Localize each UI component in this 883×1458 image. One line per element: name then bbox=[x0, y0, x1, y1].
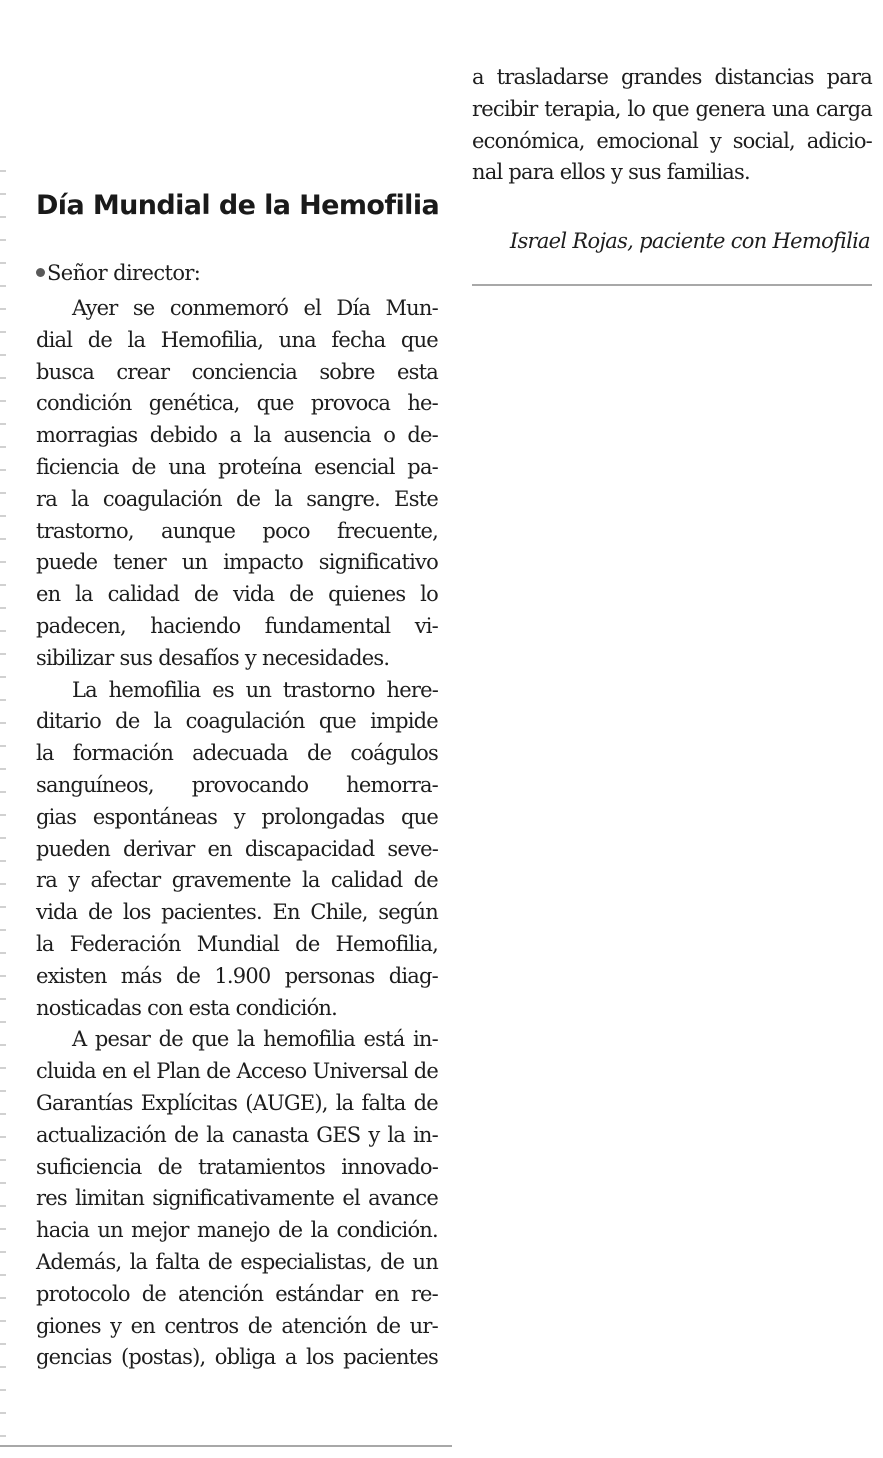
text-line: dial de la Hemofilia, una fecha que bbox=[36, 327, 438, 352]
text-line: A pesar de que la hemofilia está in- bbox=[72, 1027, 438, 1052]
text-line: trastorno, aunque poco frecuente, bbox=[36, 518, 438, 543]
left-edge-trim bbox=[0, 170, 6, 1440]
text-line: existen más de 1.900 personas diag- bbox=[36, 963, 438, 988]
text-line: la Federación Mundial de Hemofilia, bbox=[36, 931, 438, 956]
letter-body bbox=[36, 293, 438, 1374]
text-line: ra la coagulación de la sangre. Este bbox=[36, 486, 438, 511]
text-line: puede tener un impacto significativo bbox=[36, 550, 438, 575]
salutation bbox=[36, 258, 200, 289]
text-line: vida de los pacientes. En Chile, según bbox=[36, 900, 438, 925]
letter-continuation bbox=[472, 62, 872, 189]
text-line: gias espontáneas y prolongadas que bbox=[36, 804, 438, 829]
text-line: busca crear conciencia sobre esta bbox=[36, 359, 438, 384]
bullet-icon bbox=[36, 268, 45, 277]
text-line: sanguíneos, provocando hemorra- bbox=[36, 772, 438, 797]
text-line: nal para ellos y sus familias. bbox=[472, 160, 750, 185]
salutation-text: Señor director: bbox=[47, 261, 201, 285]
text-line: res limitan significativamente el avance bbox=[36, 1186, 438, 1211]
text-line: sibilizar sus desafíos y necesidades. bbox=[36, 645, 390, 670]
signature: Israel Rojas, paciente con Hemofilia bbox=[509, 229, 870, 253]
text-line: giones y en centros de atención de ur- bbox=[36, 1313, 438, 1338]
text-line: ficiencia de una proteína esencial pa- bbox=[36, 454, 438, 479]
text-line: La hemofilia es un trastorno here- bbox=[72, 677, 438, 702]
text-line: gencias (postas), obliga a los pacientes bbox=[36, 1345, 438, 1370]
text-line: Ayer se conmemoró el Día Mun- bbox=[72, 296, 438, 320]
text-line: cluida en el Plan de Acceso Universal de bbox=[36, 1059, 438, 1084]
text-line: ra y afectar gravemente la calidad de bbox=[36, 868, 438, 893]
text-line: padecen, haciendo fundamental vi- bbox=[36, 613, 438, 638]
text-line: recibir terapia, lo que genera una carga bbox=[472, 96, 872, 121]
text-line: actualización de la canasta GES y la in- bbox=[36, 1122, 438, 1147]
text-line: morragias debido a la ausencia o de- bbox=[36, 423, 438, 448]
text-line: económica, emocional y social, adicio- bbox=[472, 128, 872, 153]
text-line: en la calidad de vida de quienes lo bbox=[36, 582, 438, 607]
text-line: condición genética, que provoca he- bbox=[36, 391, 438, 416]
column-bottom-divider bbox=[0, 1445, 452, 1447]
text-line: protocolo de atención estándar en re- bbox=[36, 1281, 438, 1306]
text-line: la formación adecuada de coágulos bbox=[36, 741, 438, 766]
text-line: nosticadas con esta condición. bbox=[36, 995, 338, 1020]
text-line: pueden derivar en discapacidad seve- bbox=[36, 836, 438, 861]
text-line: Garantías Explícitas (AUGE), la falta de bbox=[36, 1090, 438, 1115]
headline: Día Mundial de la Hemofilia bbox=[36, 190, 440, 221]
text-line: a trasladarse grandes distancias para bbox=[472, 65, 872, 89]
text-line: suficiencia de tratamientos innovado- bbox=[36, 1154, 438, 1179]
text-line: hacia un mejor manejo de la condición. bbox=[36, 1218, 438, 1243]
text-line: Además, la falta de especialistas, de un bbox=[36, 1249, 438, 1274]
text-line: ditario de la coagulación que impide bbox=[36, 709, 438, 734]
signature-divider bbox=[472, 284, 872, 286]
